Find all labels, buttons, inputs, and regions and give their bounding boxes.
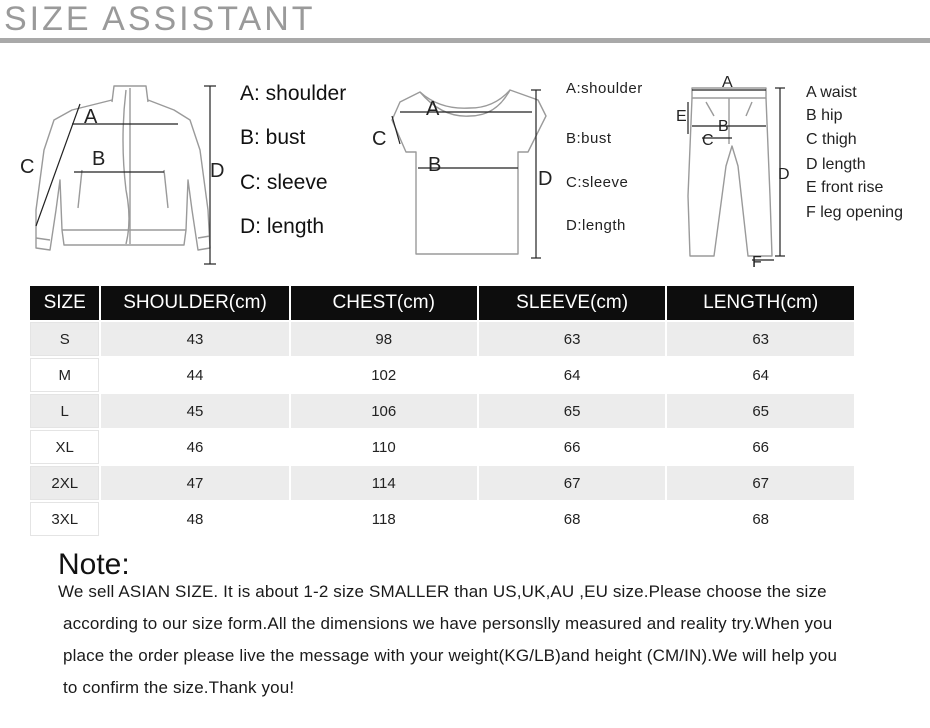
page-title: SIZE ASSISTANT [4, 0, 316, 38]
tshirt-legend-a: A:shoulder [566, 80, 643, 97]
shoulder-cell: 48 [101, 502, 288, 536]
size-cell: S [30, 322, 99, 356]
table-row [30, 466, 854, 500]
pants-legend-f: F leg opening [806, 204, 903, 221]
length-cell: 68 [667, 502, 854, 536]
jacket-dim-b: B [92, 148, 106, 170]
length-cell: 64 [667, 358, 854, 392]
col-header-size: SIZE [30, 286, 99, 320]
tshirt-dim-d: D [538, 168, 553, 190]
length-cell: 63 [667, 322, 854, 356]
note-line: to confirm the size.Thank you! [63, 678, 295, 697]
chest-cell: 98 [291, 322, 477, 356]
sleeve-cell: 64 [479, 358, 666, 392]
jacket-legend [240, 80, 370, 250]
pants-dim-b: B [718, 118, 729, 135]
shoulder-cell: 47 [101, 466, 288, 500]
tshirt-legend-c: C:sleeve [566, 174, 629, 191]
size-cell: XL [30, 430, 99, 464]
col-header-sleeve: SLEEVE(cm) [479, 286, 666, 320]
note-line: according to our size form.All the dimensions we have personslly measured and reality try.When you [63, 614, 833, 633]
pants-legend [806, 84, 926, 234]
size-cell: L [30, 394, 99, 428]
note-line: We sell ASIAN SIZE. It is about 1-2 size SMALLER than US,UK,AU ,EU size.Please choose the size [58, 582, 827, 601]
length-cell: 66 [667, 430, 854, 464]
jacket-illustration [14, 80, 234, 270]
pants-dim-e: E [676, 108, 687, 125]
size-cell: M [30, 358, 99, 392]
sleeve-cell: 68 [479, 502, 666, 536]
size-chart-table [28, 284, 856, 538]
shoulder-cell: 43 [101, 322, 288, 356]
jacket-legend-a: A: shoulder [240, 82, 347, 105]
sleeve-cell: 63 [479, 322, 666, 356]
shoulder-cell: 44 [101, 358, 288, 392]
jacket-legend-b: B: bust [240, 126, 306, 149]
tshirt-dim-c: C [372, 128, 387, 150]
jacket-legend-d: D: length [240, 215, 325, 238]
pants-dim-f: F [752, 254, 762, 271]
sleeve-cell: 67 [479, 466, 666, 500]
tshirt-legend [566, 80, 666, 240]
pants-legend-e: E front rise [806, 179, 884, 196]
length-cell: 67 [667, 466, 854, 500]
tshirt-dim-b: B [428, 154, 442, 176]
col-header-chest: CHEST(cm) [291, 286, 477, 320]
jacket-dim-c: C [20, 156, 35, 178]
pants-dim-a: A [722, 74, 733, 91]
pants-legend-c: C thigh [806, 131, 857, 148]
table-row [30, 502, 854, 536]
shoulder-cell: 46 [101, 430, 288, 464]
header-divider [0, 38, 930, 43]
table-header-row [30, 286, 854, 320]
chest-cell: 118 [291, 502, 477, 536]
sleeve-cell: 65 [479, 394, 666, 428]
table-row [30, 322, 854, 356]
chest-cell: 102 [291, 358, 477, 392]
chest-cell: 114 [291, 466, 477, 500]
pants-diagram [672, 76, 802, 272]
tshirt-dim-a: A [426, 98, 440, 120]
size-cell: 3XL [30, 502, 99, 536]
tshirt-diagram [370, 82, 560, 262]
table-row [30, 394, 854, 428]
tshirt-legend-d: D:length [566, 217, 626, 234]
pants-legend-d: D length [806, 156, 866, 173]
jacket-diagram [14, 80, 234, 270]
shoulder-cell: 45 [101, 394, 288, 428]
pants-dim-d: D [778, 166, 790, 183]
chest-cell: 110 [291, 430, 477, 464]
size-cell: 2XL [30, 466, 99, 500]
chest-cell: 106 [291, 394, 477, 428]
jacket-legend-c: C: sleeve [240, 171, 328, 194]
note-line: place the order please live the message with your weight(KG/LB)and height (CM/IN).We will help you [63, 646, 838, 665]
tshirt-legend-b: B:bust [566, 130, 612, 147]
pants-legend-b: B hip [806, 107, 843, 124]
pants-legend-a: A waist [806, 84, 857, 101]
col-header-shoulder: SHOULDER(cm) [101, 286, 288, 320]
jacket-dim-d: D [210, 160, 225, 182]
tshirt-illustration [370, 82, 560, 262]
table-row [30, 430, 854, 464]
col-header-length: LENGTH(cm) [667, 286, 854, 320]
note-title: Note: [58, 548, 130, 581]
length-cell: 65 [667, 394, 854, 428]
pants-dim-c: C [702, 132, 714, 149]
jacket-dim-a: A [84, 106, 98, 128]
sleeve-cell: 66 [479, 430, 666, 464]
table-row [30, 358, 854, 392]
